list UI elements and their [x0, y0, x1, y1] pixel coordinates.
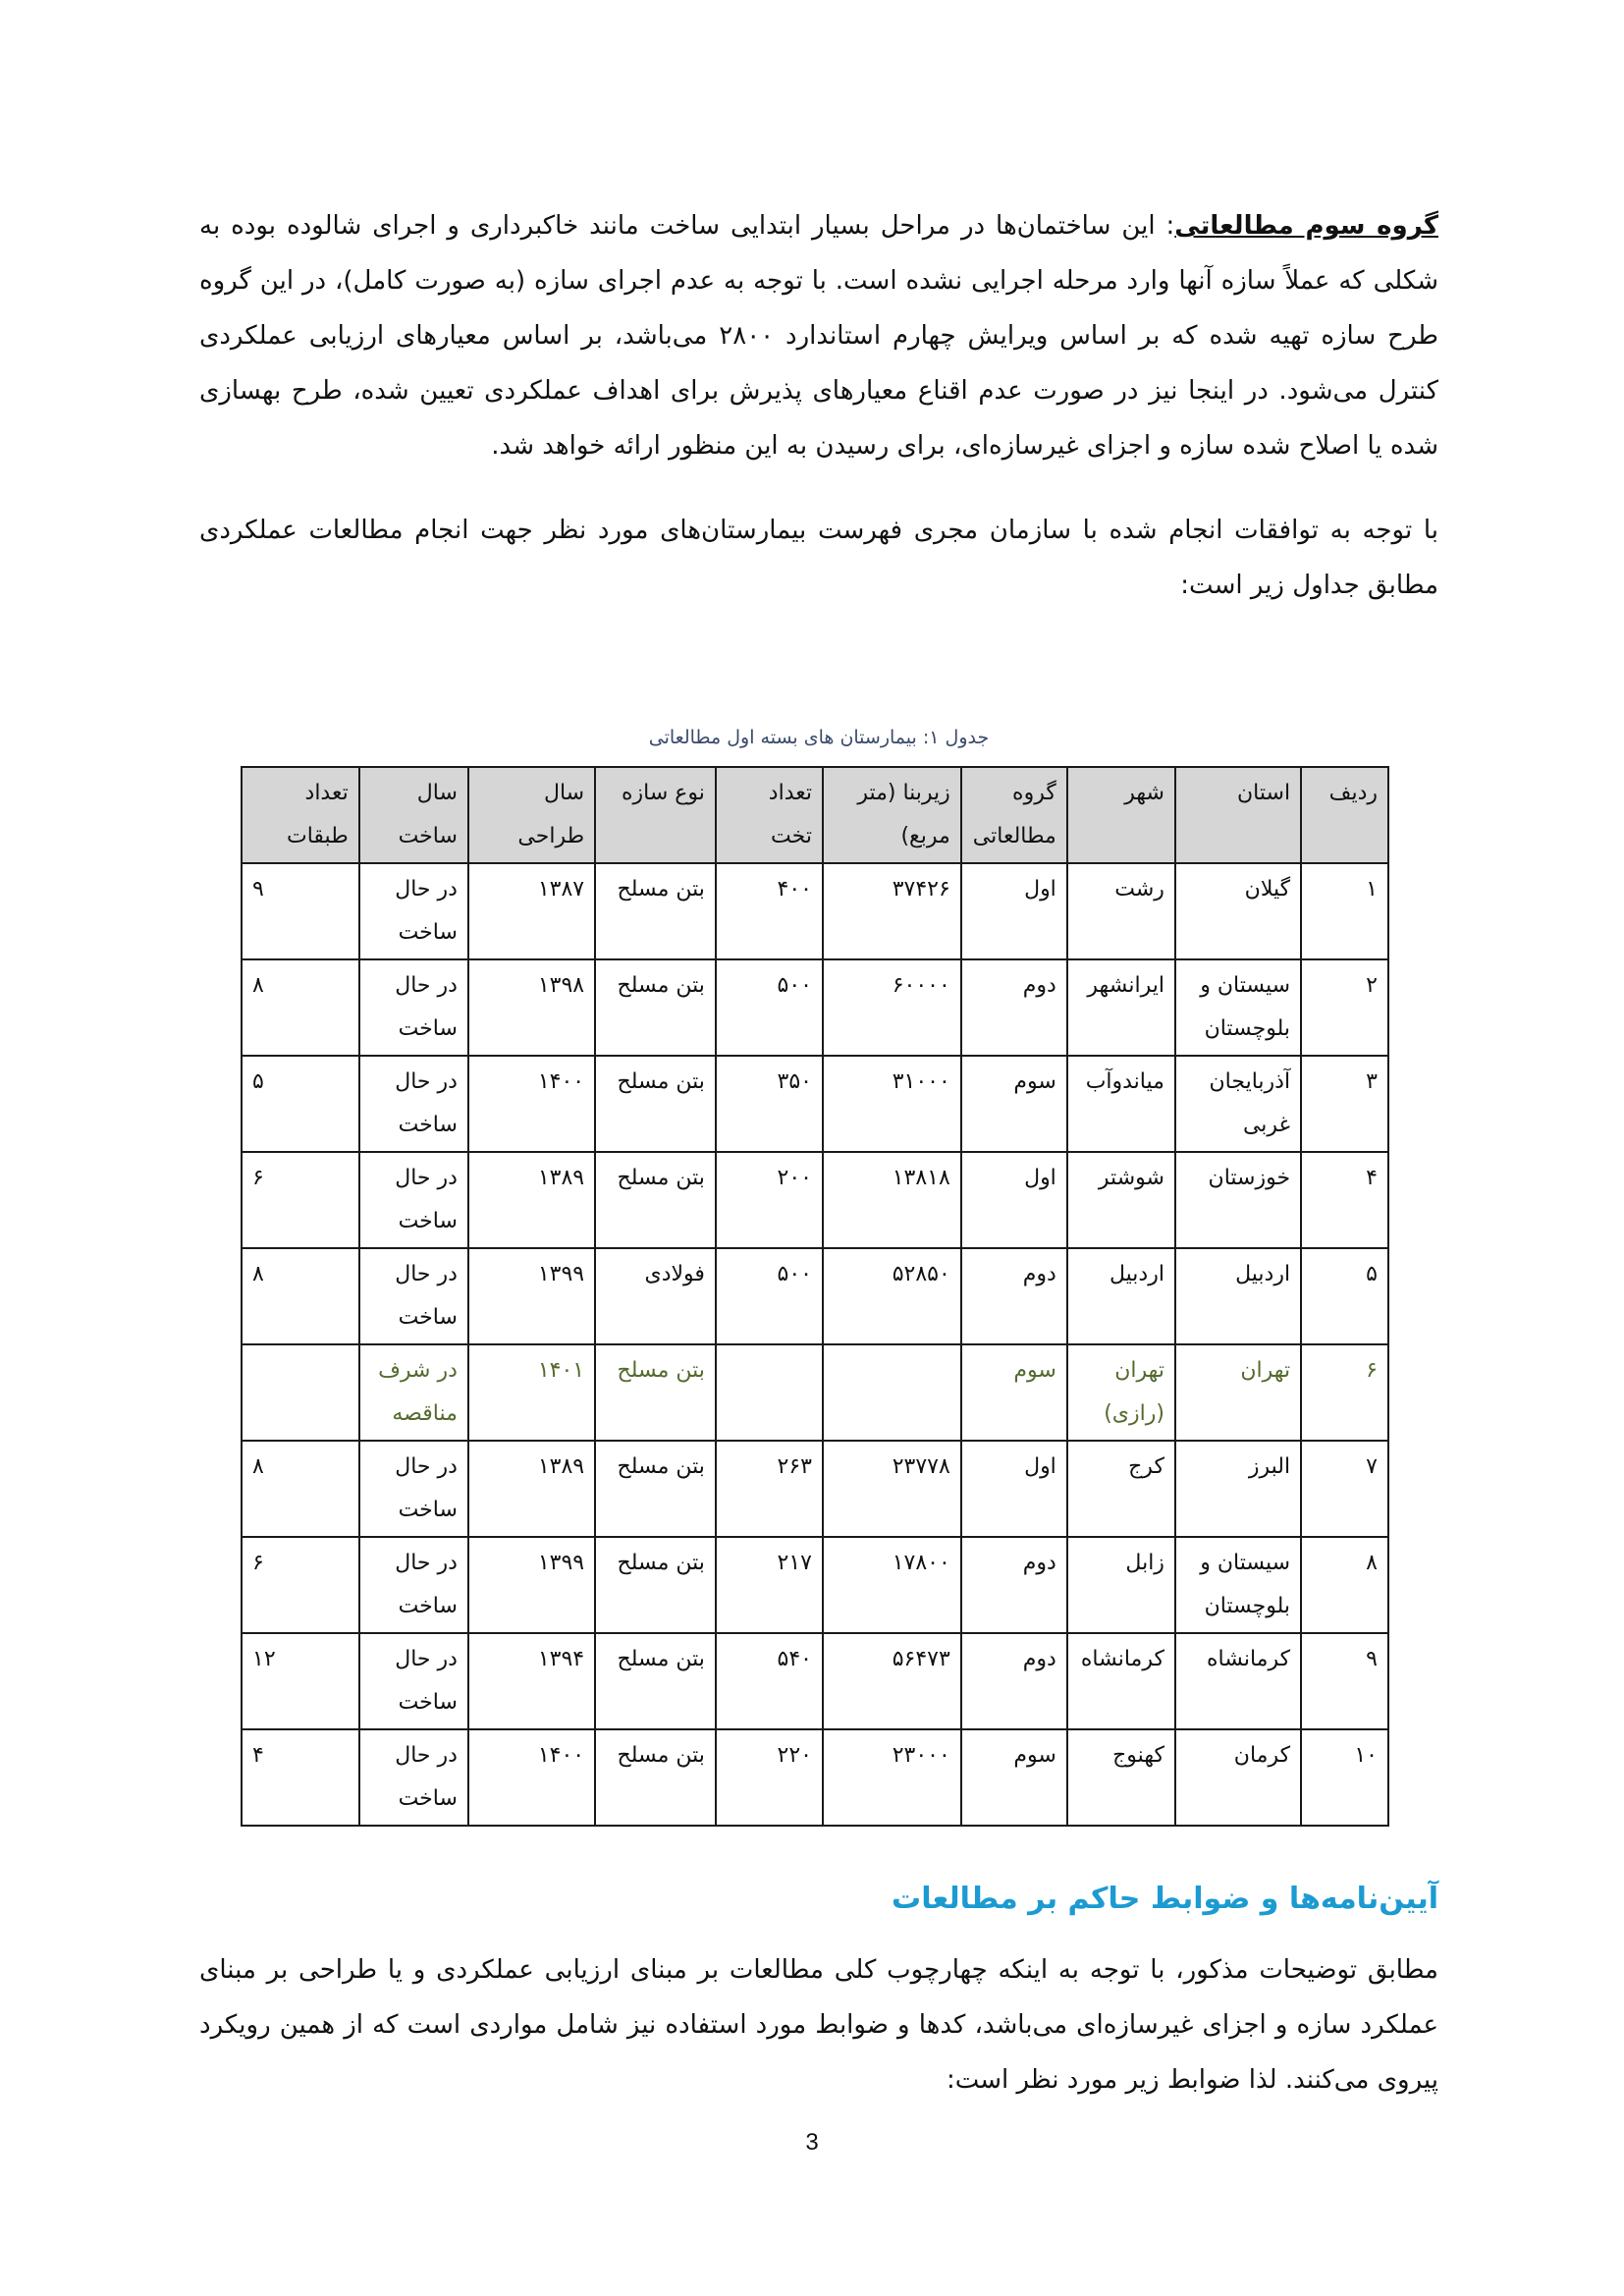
cell-row-number: ۲: [1301, 959, 1388, 1056]
cell-design-year: ۱۳۸۹: [468, 1152, 595, 1248]
cell-floor-area: ۳۱۰۰۰: [823, 1056, 961, 1152]
cell-province: سیستان و بلوچستان: [1175, 959, 1301, 1056]
cell-study-group: سوم: [961, 1729, 1067, 1826]
cell-study-group: اول: [961, 863, 1067, 959]
header-bed-count: تعداد تخت: [716, 767, 823, 863]
page-number: 3: [805, 2129, 819, 2156]
cell-province: گیلان: [1175, 863, 1301, 959]
cell-floor-area: ۳۷۴۲۶: [823, 863, 961, 959]
cell-province: البرز: [1175, 1441, 1301, 1537]
paragraph-body: : این ساختمان‌ها در مراحل بسیار ابتدایی ساخت مانند خاکبرداری و اجرای شالوده بوده به شکلی که عملاً سازه آنها وارد مرحله اجرایی نشده است. با توجه به عدم اجرای سازه (به صورت کامل)، در این گروه طرح سازه تهیه شده که بر اساس ویرایش چهارم استاندارد ۲۸۰۰ می‌باشد، بر اساس معیارهای ارزیابی عملکردی کنترل می‌شود. در اینجا نیز در صورت عدم اقناع معیارهای پذیرش برای اهداف عملکردی تعیین شده، طرح بهسازی شده یا اصلاح شده سازه و اجزای غیرسازه‌ای، برای رسیدن به این منظور ارائه خواهد شد.: [199, 211, 1438, 461]
cell-city: کرمانشاه: [1067, 1633, 1175, 1729]
cell-design-year: ۱۳۹۹: [468, 1537, 595, 1633]
cell-city: تهران (رازی): [1067, 1344, 1175, 1441]
cell-design-year: ۱۳۹۹: [468, 1248, 595, 1344]
cell-floor-count: ۵: [242, 1056, 359, 1152]
cell-build-year: در حال ساخت: [359, 863, 468, 959]
cell-build-year: در حال ساخت: [359, 1537, 468, 1633]
cell-floor-area: ۵۶۴۷۳: [823, 1633, 961, 1729]
cell-design-year: ۱۳۹۸: [468, 959, 595, 1056]
cell-province: خوزستان: [1175, 1152, 1301, 1248]
table-body: [242, 863, 1388, 1826]
cell-province: کرمان: [1175, 1729, 1301, 1826]
cell-bed-count: ۵۰۰: [716, 1248, 823, 1344]
cell-design-year: ۱۴۰۰: [468, 1056, 595, 1152]
cell-row-number: ۵: [1301, 1248, 1388, 1344]
cell-city: شوشتر: [1067, 1152, 1175, 1248]
table-header-row: [242, 767, 1388, 863]
cell-city: زابل: [1067, 1537, 1175, 1633]
cell-design-year: ۱۴۰۰: [468, 1729, 595, 1826]
cell-build-year: در حال ساخت: [359, 1152, 468, 1248]
cell-floor-area: ۲۳۷۷۸: [823, 1441, 961, 1537]
cell-floor-count: ۸: [242, 1248, 359, 1344]
cell-structure-type: بتن مسلح: [595, 1441, 716, 1537]
cell-row-number: ۹: [1301, 1633, 1388, 1729]
cell-floor-count: [242, 1344, 359, 1441]
cell-row-number: ۷: [1301, 1441, 1388, 1537]
table-row: [242, 863, 1388, 959]
cell-structure-type: بتن مسلح: [595, 1056, 716, 1152]
table-row: [242, 1152, 1388, 1248]
cell-build-year: در شرف مناقصه: [359, 1344, 468, 1441]
header-floor-count: تعداد طبقات: [242, 767, 359, 863]
hospitals-table: [241, 766, 1389, 1827]
cell-floor-count: ۶: [242, 1537, 359, 1633]
cell-floor-count: ۶: [242, 1152, 359, 1248]
cell-bed-count: ۴۰۰: [716, 863, 823, 959]
cell-city: میاندوآب: [1067, 1056, 1175, 1152]
cell-floor-area: ۶۰۰۰۰: [823, 959, 961, 1056]
table-row: [242, 1248, 1388, 1344]
table-row: [242, 1441, 1388, 1537]
table-row: [242, 1633, 1388, 1729]
cell-row-number: ۶: [1301, 1344, 1388, 1441]
cell-design-year: ۱۳۸۹: [468, 1441, 595, 1537]
cell-floor-area: ۵۲۸۵۰: [823, 1248, 961, 1344]
header-build-year: سال ساخت: [359, 767, 468, 863]
cell-design-year: ۱۳۸۷: [468, 863, 595, 959]
cell-row-number: ۴: [1301, 1152, 1388, 1248]
paragraph-lead: گروه سوم مطالعاتی: [1174, 211, 1438, 241]
cell-floor-area: [823, 1344, 961, 1441]
cell-province: سیستان و بلوچستان: [1175, 1537, 1301, 1633]
cell-study-group: اول: [961, 1441, 1067, 1537]
cell-bed-count: [716, 1344, 823, 1441]
cell-floor-count: ۹: [242, 863, 359, 959]
cell-study-group: دوم: [961, 1633, 1067, 1729]
header-row-number: ردیف: [1301, 767, 1388, 863]
header-study-group: گروه مطالعاتی: [961, 767, 1067, 863]
table-row: [242, 1056, 1388, 1152]
cell-row-number: ۱۰: [1301, 1729, 1388, 1826]
cell-structure-type: فولادی: [595, 1248, 716, 1344]
cell-build-year: در حال ساخت: [359, 1729, 468, 1826]
header-design-year: سال طراحی: [468, 767, 595, 863]
cell-bed-count: ۵۰۰: [716, 959, 823, 1056]
cell-floor-count: ۸: [242, 959, 359, 1056]
cell-study-group: سوم: [961, 1344, 1067, 1441]
cell-build-year: در حال ساخت: [359, 1248, 468, 1344]
cell-structure-type: بتن مسلح: [595, 1537, 716, 1633]
cell-structure-type: بتن مسلح: [595, 863, 716, 959]
cell-design-year: ۱۴۰۱: [468, 1344, 595, 1441]
cell-row-number: ۳: [1301, 1056, 1388, 1152]
paragraph-hospital-list-intro: با توجه به توافقات انجام شده با سازمان مجری فهرست بیمارستان‌های مورد نظر جهت انجام مطالعات عملکردی مطابق جداول زیر است:: [199, 516, 1438, 600]
paragraph-regulations: مطابق توضیحات مذکور، با توجه به اینکه چهارچوب کلی مطالعات بر مبنای ارزیابی عملکردی و یا طراحی بر مبنای عملکرد سازه و اجزای غیرسازه‌ای می‌باشد، کدها و ضوابط مورد استفاده نیز شامل مواردی است که از همین رویکرد پیروی می‌کنند. لذا ضوابط زیر مورد نظر است:: [199, 1955, 1438, 2095]
table-row: [242, 959, 1388, 1056]
cell-city: اردبیل: [1067, 1248, 1175, 1344]
cell-province: کرمانشاه: [1175, 1633, 1301, 1729]
cell-floor-area: ۱۳۸۱۸: [823, 1152, 961, 1248]
table-row: [242, 1537, 1388, 1633]
cell-city: کرج: [1067, 1441, 1175, 1537]
cell-city: کهنوج: [1067, 1729, 1175, 1826]
cell-bed-count: ۳۵۰: [716, 1056, 823, 1152]
cell-study-group: دوم: [961, 1248, 1067, 1344]
cell-floor-area: ۲۳۰۰۰: [823, 1729, 961, 1826]
cell-build-year: در حال ساخت: [359, 1056, 468, 1152]
paragraph-study-group-three: [199, 198, 1438, 473]
header-province: استان: [1175, 767, 1301, 863]
cell-study-group: سوم: [961, 1056, 1067, 1152]
cell-structure-type: بتن مسلح: [595, 1633, 716, 1729]
cell-build-year: در حال ساخت: [359, 1441, 468, 1537]
cell-study-group: دوم: [961, 959, 1067, 1056]
cell-city: رشت: [1067, 863, 1175, 959]
table-row: [242, 1344, 1388, 1441]
cell-row-number: ۱: [1301, 863, 1388, 959]
cell-structure-type: بتن مسلح: [595, 959, 716, 1056]
table-caption: جدول ۱: بیمارستان های بسته اول مطالعاتی: [648, 727, 990, 748]
header-floor-area: زیربنا (متر مربع): [823, 767, 961, 863]
cell-bed-count: ۵۴۰: [716, 1633, 823, 1729]
cell-structure-type: بتن مسلح: [595, 1152, 716, 1248]
cell-study-group: دوم: [961, 1537, 1067, 1633]
cell-province: آذربایجان غربی: [1175, 1056, 1301, 1152]
cell-province: اردبیل: [1175, 1248, 1301, 1344]
section-heading: آیین‌نامه‌ها و ضوابط حاکم بر مطالعات: [892, 1882, 1438, 1916]
cell-build-year: در حال ساخت: [359, 959, 468, 1056]
cell-floor-count: ۱۲: [242, 1633, 359, 1729]
table-row: [242, 1729, 1388, 1826]
cell-bed-count: ۲۰۰: [716, 1152, 823, 1248]
cell-floor-area: ۱۷۸۰۰: [823, 1537, 961, 1633]
header-structure-type: نوع سازه: [595, 767, 716, 863]
cell-structure-type: بتن مسلح: [595, 1344, 716, 1441]
cell-build-year: در حال ساخت: [359, 1633, 468, 1729]
cell-floor-count: ۸: [242, 1441, 359, 1537]
cell-row-number: ۸: [1301, 1537, 1388, 1633]
cell-province: تهران: [1175, 1344, 1301, 1441]
cell-study-group: اول: [961, 1152, 1067, 1248]
cell-city: ایرانشهر: [1067, 959, 1175, 1056]
cell-bed-count: ۲۱۷: [716, 1537, 823, 1633]
cell-floor-count: ۴: [242, 1729, 359, 1826]
cell-bed-count: ۲۲۰: [716, 1729, 823, 1826]
header-city: شهر: [1067, 767, 1175, 863]
cell-design-year: ۱۳۹۴: [468, 1633, 595, 1729]
cell-bed-count: ۲۶۳: [716, 1441, 823, 1537]
cell-structure-type: بتن مسلح: [595, 1729, 716, 1826]
